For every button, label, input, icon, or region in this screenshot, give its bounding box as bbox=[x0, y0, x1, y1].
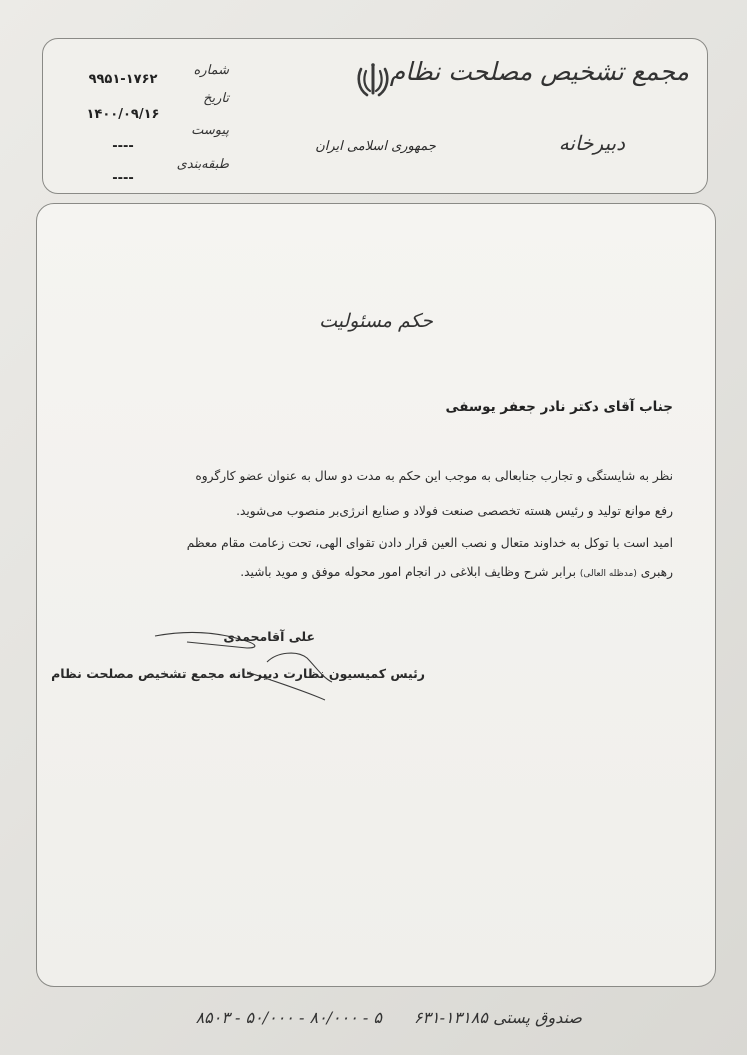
number-value: ۹۹۵۱-۱۷۶۲ bbox=[88, 72, 158, 87]
letter-title: حکم مسئولیت bbox=[319, 310, 433, 332]
paragraph-text: رهبری bbox=[640, 565, 673, 579]
classification-label: طبقه‌بندی bbox=[176, 157, 229, 172]
phone-numbers: ۵ - ۸۰/۰۰۰ - ۵۰/۰۰۰ - ۸۵۰۳ bbox=[195, 1008, 382, 1027]
paragraph-line: نظر به شایستگی و تجارب جنابعالی به موجب این حکم به مدت دو سال به عنوان عضو کارگروه bbox=[195, 469, 673, 483]
attachment-label: پیوست bbox=[191, 123, 229, 138]
iran-emblem-icon bbox=[355, 61, 391, 99]
date-label: تاریخ bbox=[203, 91, 229, 106]
letter-body bbox=[36, 203, 716, 987]
paragraph-text: برابر شرح وظایف ابلاغی در انجام امور محوله موفق و موید باشید. bbox=[240, 565, 577, 579]
paragraph-line: رفع موانع تولید و رئیس هسته تخصصی صنعت فولاد و صنایع انرژی‌بر منصوب می‌شوید. bbox=[236, 504, 673, 518]
attachment-value: ---- bbox=[112, 139, 134, 154]
honorific: (مدظله العالی) bbox=[579, 569, 637, 579]
number-label: شماره bbox=[193, 63, 229, 78]
signer-title: رئیس کمیسیون نظارت دبیرخانه مجمع تشخیص مصلحت نظام bbox=[51, 666, 425, 681]
letterhead bbox=[42, 38, 708, 194]
date-value: ۱۴۰۰/۰۹/۱۶ bbox=[86, 107, 160, 122]
signer-name: علی آقامحمدی bbox=[223, 629, 315, 644]
po-box: صندوق پستی ۱۳۱۸۵-۶۳۱ bbox=[413, 1008, 582, 1027]
paragraph-line: امید است با توکل به خداوند متعال و نصب العین قرار دادن تقوای الهی، تحت زعامت مقام معظم bbox=[186, 536, 673, 550]
organization-title: مجمع تشخیص مصلحت نظام bbox=[389, 57, 689, 86]
recipient: جناب آقای دکتر نادر جعفر یوسفی bbox=[445, 399, 673, 415]
republic-label: جمهوری اسلامی ایران bbox=[315, 139, 436, 154]
paragraph-line bbox=[240, 565, 673, 579]
classification-value: ---- bbox=[112, 171, 134, 186]
organization-subtitle: دبیرخانه bbox=[558, 131, 625, 155]
